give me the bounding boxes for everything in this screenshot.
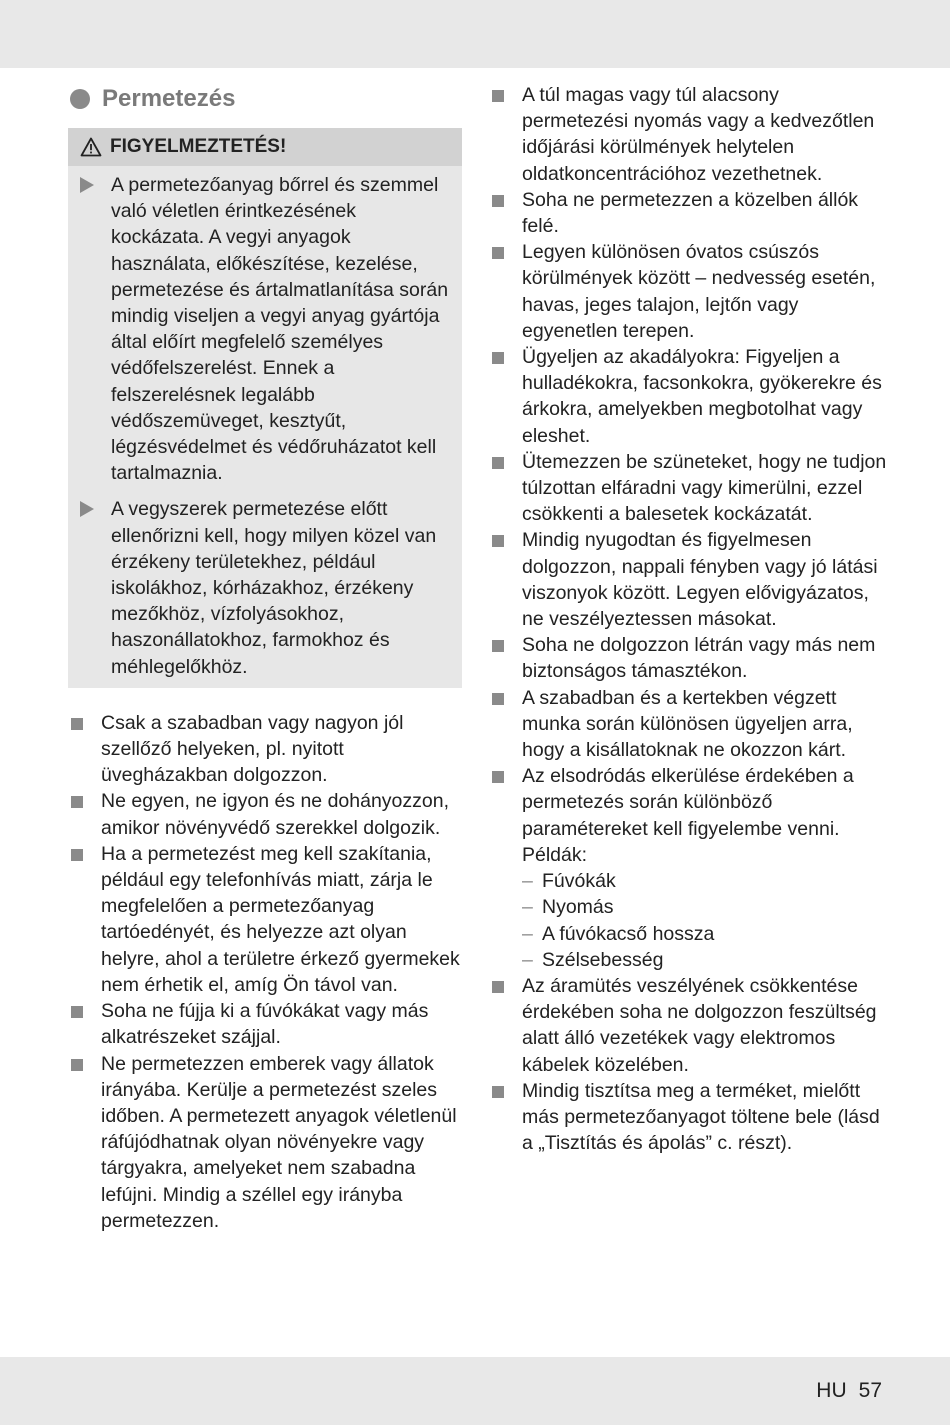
square-bullet-icon xyxy=(71,796,83,808)
triangle-bullet-icon xyxy=(80,177,94,193)
square-bullet-icon xyxy=(492,535,504,547)
example-item xyxy=(522,868,889,894)
page-footer xyxy=(804,1379,882,1403)
dash-icon: – xyxy=(522,870,533,893)
list-item xyxy=(489,632,889,684)
warning-box xyxy=(68,128,462,688)
list-item-text: Az áramütés veszélyének csökkentése érdekében soha ne dolgozzon feszültség alatt álló vezetékek vagy elektromos kábelek közelében. xyxy=(522,974,877,1076)
square-bullet-icon xyxy=(492,247,504,259)
section-title: Permetezés xyxy=(102,85,236,112)
square-bullet-icon xyxy=(492,981,504,993)
warning-header xyxy=(68,128,462,166)
drift-examples-list xyxy=(522,868,889,973)
list-item xyxy=(68,788,462,840)
list-item-text: Ütemezzen be szüneteket, hogy ne tudjon túlzottan elfáradni vagy kimerülni, ezzel csökkenti a balesetek kockázatát. xyxy=(522,450,887,526)
list-item-drift xyxy=(489,763,889,973)
example-text: Nyomás xyxy=(542,896,614,919)
left-column xyxy=(68,82,462,1234)
warning-item-text: A vegyszerek permetezése előtt ellenőrizni kell, hogy milyen közel van érzékeny területekhez, például iskolákhoz, kórházakhoz, érzékeny mezőkhöz, vízfolyásokhoz, haszonállatokhoz, farmokhoz és méhlegelőkhöz. xyxy=(111,498,437,678)
page-number: 57 xyxy=(858,1379,882,1402)
language-code: HU xyxy=(816,1379,847,1402)
example-item xyxy=(522,921,889,947)
square-bullet-icon xyxy=(71,1006,83,1018)
square-bullet-icon xyxy=(492,771,504,783)
list-item xyxy=(68,710,462,789)
list-item xyxy=(489,973,889,1078)
list-item xyxy=(489,239,889,344)
section-heading xyxy=(70,82,462,116)
drift-item-text: Az elsodródás elkerülése érdekében a permetezés során különböző paramétereket kell figyelembe venni. Példák: xyxy=(522,765,854,866)
list-item xyxy=(489,187,889,239)
square-bullet-icon xyxy=(492,195,504,207)
list-item-text: Ügyeljen az akadályokra: Figyeljen a hulladékokra, facsonkokra, gyökerekre és árkokra, amelyekben megbotolhat vagy eleshet. xyxy=(522,346,882,447)
list-item xyxy=(489,82,889,187)
warning-item xyxy=(80,172,452,486)
list-item xyxy=(489,685,889,764)
warning-title: FIGYELMEZTETÉS! xyxy=(110,136,287,157)
example-text: Szélsebesség xyxy=(542,948,664,971)
example-item xyxy=(522,894,889,920)
warning-item-text: A permetezőanyag bőrrel és szemmel való véletlen érintkezésének kockázata. A vegyi anyagok használata, előkészítése, kezelése, permetezése és ártalmatlanítása során mindig viseljen a vegyi anyag gyártója által előírt megfelelő személyes védőfelszerelést. Ennek a felszerelésnek legalább védőszemüveget, kesztyűt, légzésvédelmet és védőruházatot kell tartalmaznia. xyxy=(111,174,449,485)
example-text: Fúvókák xyxy=(542,870,616,893)
square-bullet-icon xyxy=(71,1059,83,1071)
top-band xyxy=(0,0,950,68)
list-item-text: A szabadban és a kertekben végzett munka során különösen ügyeljen arra, hogy a kisállatoknak ne okozzon kárt. xyxy=(522,686,853,762)
circle-icon xyxy=(70,89,90,109)
list-item xyxy=(68,998,462,1050)
list-item-text: Ne permetezzen emberek vagy állatok irányába. Kerülje a permetezést szeles időben. A permetezett anyagok véletlenül ráfújódhatnak olyan növényekre vagy tárgyakra, amelyeket nem szabadna lefújni. Mindig a széllel egy irányba permetezzen. xyxy=(101,1052,457,1232)
example-text: A fúvókacső hossza xyxy=(542,922,715,945)
square-bullet-icon xyxy=(71,849,83,861)
list-item xyxy=(489,449,889,528)
right-bullet-list xyxy=(489,82,889,1156)
list-item xyxy=(68,1051,462,1234)
list-item-text: Csak a szabadban vagy nagyon jól szellőző helyeken, pl. nyitott üvegházakban dolgozzon. xyxy=(101,711,404,787)
square-bullet-icon xyxy=(492,640,504,652)
square-bullet-icon xyxy=(492,693,504,705)
square-bullet-icon xyxy=(492,1086,504,1098)
list-item-text: Mindig nyugodtan és figyelmesen dolgozzon, nappali fényben vagy jó látási viszonyok között. Legyen elővigyázatos, ne veszélyeztessen másokat. xyxy=(522,529,878,631)
list-item xyxy=(68,841,462,998)
list-item-text: Ne egyen, ne igyon és ne dohányozzon, amikor növényvédő szerekkel dolgozik. xyxy=(101,790,450,839)
dash-icon: – xyxy=(522,896,533,919)
list-item xyxy=(489,1078,889,1157)
triangle-bullet-icon xyxy=(80,501,94,517)
square-bullet-icon xyxy=(492,457,504,469)
warning-item xyxy=(80,496,452,679)
warning-triangle-icon xyxy=(80,137,102,157)
list-item-text: Mindig tisztítsa meg a terméket, mielőtt más permetezőanyagot töltene bele (lásd a „Tisztítás és ápolás” c. részt). xyxy=(522,1079,880,1155)
list-item-text: Soha ne dolgozzon létrán vagy más nem biztonságos támasztékon. xyxy=(522,634,876,683)
list-item-text: Legyen különösen óvatos csúszós körülmények között – nedvesség esetén, havas, jeges talajon, lejtőn vagy egyenetlen terepen. xyxy=(522,241,876,342)
list-item-text: Ha a permetezést meg kell szakítania, például egy telefonhívás miatt, zárja le megfelelően a permetezőanyag tartóedényét, és helyezze azt olyan helyre, ahol a területre érkező gyermekek nem érhetik el, amíg Ön távol van. xyxy=(101,842,460,996)
list-item-text: Soha ne fújja ki a fúvókákat vagy más alkatrészeket szájjal. xyxy=(101,1000,429,1049)
right-column xyxy=(489,82,889,1156)
list-item xyxy=(489,344,889,449)
list-item-text: Soha ne permetezzen a közelben állók felé. xyxy=(522,188,859,238)
square-bullet-icon xyxy=(492,90,504,102)
dash-icon: – xyxy=(522,948,533,971)
list-item-text: A túl magas vagy túl alacsony permetezési nyomás vagy a kedvezőtlen időjárási körülmények helytelen oldatkoncentrációhoz vezethetnek. xyxy=(522,84,875,185)
left-bullet-list xyxy=(68,710,462,1234)
list-item xyxy=(489,527,889,632)
example-item xyxy=(522,947,889,973)
dash-icon: – xyxy=(522,922,533,945)
square-bullet-icon xyxy=(492,352,504,364)
square-bullet-icon xyxy=(71,718,83,730)
